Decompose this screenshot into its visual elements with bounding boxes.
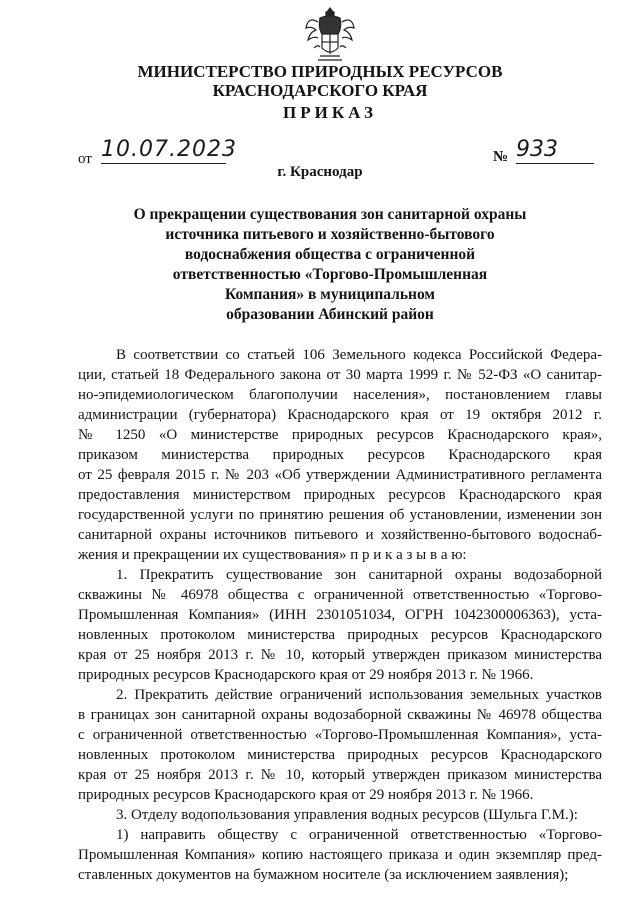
body-line: приказом министерства природных ресурсов Краснодарского края <box>78 447 602 463</box>
title-line: образовании Абинский район <box>226 306 434 323</box>
paragraph-1-line: Промышленная Компания» (ИНН 2301051034, ОГРН 1042300006363), уста- <box>78 607 602 623</box>
order-title <box>120 205 540 325</box>
body-line: санитарной охраны источников питьевого и хозяйственно-бытового водоснаб- <box>78 527 602 543</box>
body-line: ции, статьей 18 Федерального закона от 30 марта 1999 г. № 52-ФЗ «О санитар- <box>78 367 602 383</box>
title-line: Компания» в муниципальном <box>225 286 435 303</box>
order-number-handwritten-value: 933 <box>516 137 594 164</box>
paragraph-1-line: природных ресурсов Краснодарского края от 29 ноября 2013 г. № 1966. <box>78 667 534 683</box>
title-line: водоснабжения общества с ограниченной <box>184 246 476 263</box>
city-line: г. Краснодар <box>277 164 363 180</box>
document-type-heading: ПРИКАЗ <box>283 103 377 122</box>
ministry-name-line1: МИНИСТЕРСТВО ПРИРОДНЫХ РЕСУРСОВ <box>137 62 503 81</box>
title-line: источника питьевого и хозяйственно-бытового <box>165 226 495 243</box>
body-line: предоставления министерством природных ресурсов Краснодарского края <box>78 487 602 503</box>
paragraph-1-line: новленных протоколом министерства природных ресурсов Краснодарского <box>78 627 602 643</box>
paragraph-2-line: 2. Прекратить действие ограничений использования земельных участков <box>116 687 602 703</box>
paragraph-2-line: с ограниченной ответственностью «Торгово-Промышленная Компания», уста- <box>78 727 602 743</box>
body-line: государственной услуги по принятию решения об установлении, изменении зон <box>78 507 602 523</box>
date-label: от <box>78 151 92 167</box>
paragraph-1-line: скважины № 46978 общества с ограниченной ответственностью «Торгово- <box>78 587 602 603</box>
paragraph-1-line: 1. Прекратить существование зон санитарной охраны водозаборной <box>116 567 602 583</box>
coat-of-arms-icon <box>302 4 358 64</box>
body-line: В соответствии со статьей 106 Земельного кодекса Российской Федера- <box>116 347 602 363</box>
body-line: администрации (губернатора) Краснодарского края от 19 октября 2012 г. <box>78 407 602 423</box>
order-body <box>78 345 602 885</box>
paragraph-3-1-line: 1) направить обществу с ограниченной ответственностью «Торгово- <box>116 827 602 843</box>
title-line: ответственностью «Торгово-Промышленная <box>172 266 488 283</box>
paragraph-2-line: в границах зон санитарной охраны водозаборной скважины № 46978 общества <box>78 707 602 723</box>
paragraph-1-line: края от 25 ноября 2013 г. № 10, который утвержден приказом министерства <box>78 647 602 663</box>
paragraph-3-1-line: ставленных документов на бумажном носителе (за исключением заявления); <box>78 867 569 883</box>
paragraph-2-line: края от 25 ноября 2013 г. № 10, который утвержден приказом министерства <box>78 767 602 783</box>
paragraph-2-line: новленных протоколом министерства природных ресурсов Краснодарского <box>78 747 602 763</box>
paragraph-3-line: 3. Отделу водопользования управления водных ресурсов (Шульга Г.М.): <box>116 807 578 823</box>
body-line: жения и прекращении их существования» п р и к а з ы в а ю: <box>78 547 467 563</box>
paragraph-2-line: природных ресурсов Краснодарского края от 29 ноября 2013 г. № 1966. <box>78 787 534 803</box>
body-line: № 1250 «О министерстве природных ресурсов Краснодарского края», <box>78 427 602 443</box>
number-label: № <box>493 149 509 165</box>
ministry-name-line2: КРАСНОДАРСКОГО КРАЯ <box>212 81 428 100</box>
body-line: от 25 февраля 2015 г. № 203 «Об утверждении Административного регламента <box>78 467 602 483</box>
title-line: О прекращении существования зон санитарной охраны <box>133 206 527 223</box>
body-line: но-эпидемиологическом благополучии населения», постановлением главы <box>78 387 602 403</box>
date-handwritten-value: 10.07.2023 <box>101 137 237 162</box>
paragraph-3-1-line: Промышленная Компания» копию настоящего приказа и один экземпляр пред- <box>78 847 602 863</box>
